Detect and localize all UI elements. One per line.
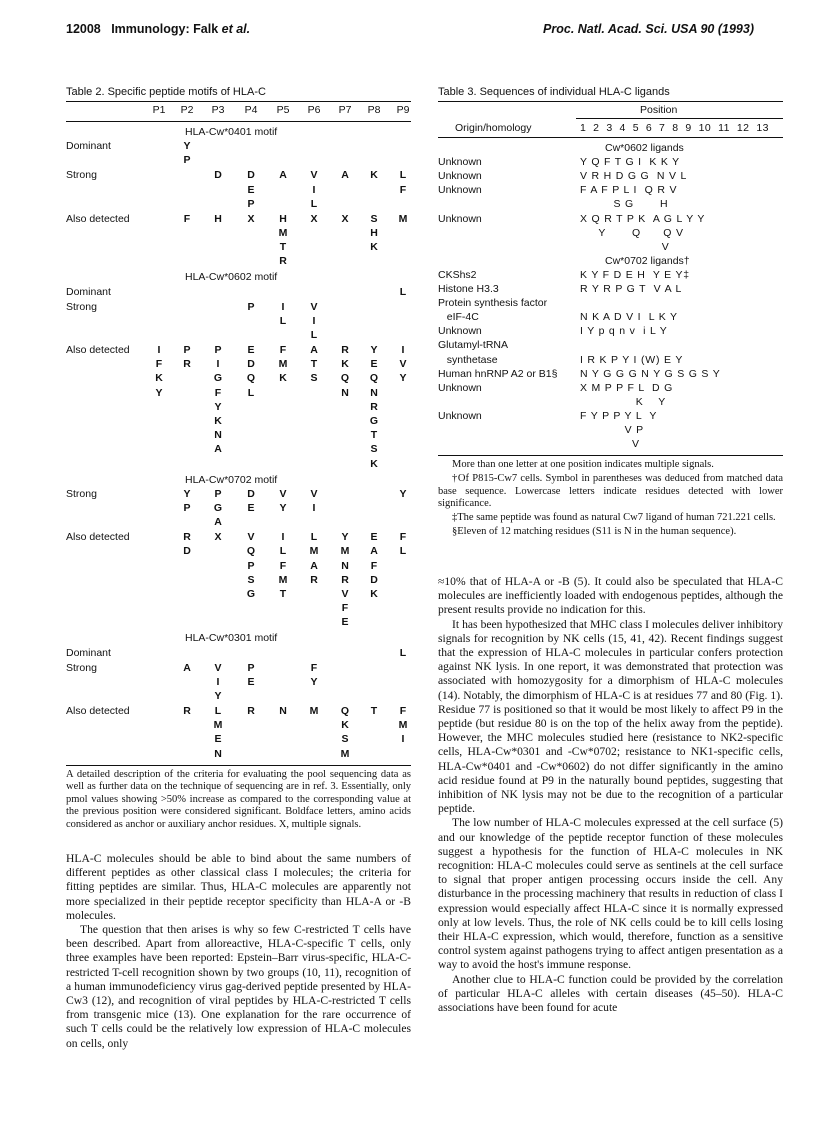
table3-origin: Unknown — [438, 381, 482, 394]
table3-position-numbers: 1 2 3 4 5 6 7 8 9 10 11 12 13 — [580, 122, 770, 134]
table2-residue: V — [399, 358, 407, 371]
table2-residue: P — [183, 344, 191, 356]
table2-residue: I — [312, 183, 316, 196]
table2-residue: N — [214, 747, 222, 760]
table2-residue: D — [247, 169, 255, 182]
table2-residue: E — [247, 344, 255, 356]
table2-residue: S — [310, 372, 318, 385]
table3-sequence: N Y G G G N Y G S G S Y — [580, 367, 721, 380]
table2-residue: L — [310, 531, 318, 544]
table2-bottom-rule — [66, 765, 411, 766]
table2-col-header: P7 — [338, 104, 352, 116]
body-paragraph: ≈10% that of HLA-A or -B (5). It could also be speculated that HLA-C molecules are inefficiently loaded with endogenous peptides, although the present results provide no indication for this. — [438, 575, 783, 617]
table3-header-rule — [438, 137, 783, 138]
table2-residue: M — [340, 545, 350, 558]
table3-sequence: X M P P F L D G — [580, 381, 674, 394]
table2-residue: D — [247, 358, 255, 371]
table3-sequence: K Y — [580, 395, 667, 408]
table2-residue: V — [310, 169, 318, 182]
table3-origin: Unknown — [438, 170, 482, 183]
table2-residue: P — [247, 300, 255, 313]
table2-residue: A — [310, 344, 318, 356]
table2-residue: P — [247, 559, 255, 572]
table3-sequence: X Q R T P K A G L Y Y — [580, 212, 706, 225]
table2-residue: E — [247, 502, 255, 514]
table2-residue: L — [214, 705, 222, 717]
table2-col-header: P5 — [276, 104, 290, 116]
table2-residue: Q — [246, 545, 256, 558]
table2-section-title: HLA-Cw*0401 motif — [185, 126, 278, 138]
table2-residue: A — [214, 516, 222, 529]
table2-residue: M — [309, 705, 319, 717]
table2-residue: V — [310, 300, 318, 313]
table2-residue: R — [183, 358, 191, 371]
table2-residue: L — [279, 545, 287, 558]
table2-residue: P — [247, 197, 255, 210]
table2-residue: L — [399, 169, 407, 182]
table2-residue: G — [213, 502, 223, 514]
table2-residue: F — [399, 183, 407, 196]
table2-residue: R — [341, 573, 349, 586]
table2-residue: P — [183, 154, 191, 167]
table2-section-title: HLA-Cw*0301 motif — [185, 632, 278, 645]
table3-sequence: V R H D G G N V L — [580, 170, 688, 183]
table2-residue: E — [247, 675, 255, 688]
table2-residue: Y — [341, 531, 349, 544]
table2-residue: V — [341, 588, 349, 600]
table2-residue: F — [279, 559, 287, 572]
table2-row-label: Strong — [66, 169, 97, 182]
table2-residue: D — [247, 487, 255, 500]
table2-residue: A — [370, 545, 378, 558]
table3-origin: Unknown — [438, 212, 482, 225]
table2-residue: M — [340, 747, 350, 760]
table3-footnote: More than one letter at one position indicates multiple signals. — [452, 459, 714, 471]
table2-residue: I — [312, 314, 316, 327]
table3-section-title: Cw*0602 ligands — [605, 142, 684, 154]
table2-residue: D — [370, 573, 378, 586]
table2-residue: I — [281, 300, 285, 313]
table2-residue: Y — [183, 140, 191, 153]
table2-residue: T — [310, 358, 318, 371]
table2-residue: L — [399, 545, 407, 558]
table3-sequence: V — [580, 240, 670, 253]
table2-residue: R — [370, 400, 378, 413]
table2-residue: A — [214, 443, 222, 456]
table2-residue: R — [310, 573, 318, 586]
body-paragraph: HLA-C molecules should be able to bind about the same numbers of different peptides as other classical class I molecules; the criteria for fitting peptides are similar. Thus, HLA-C molecules are apparently not more specialized in their peptide receptor specificity than HLA-A or -B molecules. — [66, 852, 411, 922]
table2-row-label: Strong — [66, 661, 97, 674]
table2-residue: Y — [399, 372, 407, 385]
table3-sequence: Y Q Q V — [580, 226, 684, 239]
table2-residue: T — [370, 429, 378, 442]
table2-residue: L — [399, 646, 407, 659]
table3-position-rule — [576, 118, 783, 119]
table2-residue: R — [247, 705, 255, 717]
table2-row-label: Also detected — [66, 705, 130, 717]
table3-sequence: F A F P L I Q R V — [580, 184, 678, 197]
table2-row-label: Dominant — [66, 140, 111, 153]
table2-residue: X — [310, 212, 318, 225]
table2-caption: Table 2. Specific peptide motifs of HLA-C — [66, 86, 266, 98]
table2-residue: L — [247, 386, 255, 399]
table2-residue: G — [213, 372, 223, 385]
body-text-right — [438, 575, 783, 1015]
table2-residue: N — [341, 559, 349, 572]
table3-sequence: V P — [580, 424, 644, 436]
table2-residue: Y — [183, 487, 191, 500]
table2-row-label: Strong — [66, 300, 97, 313]
table3-origin: Unknown — [438, 325, 482, 338]
table2-top-rule — [66, 101, 411, 102]
table2-residue: G — [369, 415, 379, 427]
table2-residue: R — [279, 255, 287, 268]
table2-row-label: Also detected — [66, 344, 130, 356]
table3-footnote: †Of P815-Cw7 cells. Symbol in parentheses was deduced from matched data base sequence. Lowercase letters indicate residues detected with lower significance. — [438, 473, 783, 510]
body-paragraph: The question that then arises is why so few C-restricted T cells have been described. Apart from alloreactive, HLA-C-specific T cells, only three examples have been reported: Epstein–Barr virus-specific, HLA-C-restricted T-cell recognition shown by two groups (10, 11), recognition of a human immunodeficiency virus gag-derived peptide presented by HLA-Cw3 (12), and recognition of viral peptides by HLA-C-restricted T cells from transgenic mice (13). One explanation for the rare occurrence of such T cells could be the relatively low expression of HLA-C molecules on cells, only — [66, 923, 411, 1050]
table2-residue: S — [341, 733, 349, 746]
table2-residue: Y — [310, 675, 318, 688]
table3-origin: synthetase — [438, 353, 498, 366]
table2-section-title: HLA-Cw*0702 motif — [185, 473, 278, 486]
table2-residue: E — [247, 183, 255, 196]
table2-header-rule — [66, 121, 411, 122]
table2-residue: X — [214, 531, 222, 544]
page-number: 12008 — [66, 22, 101, 36]
table2-row-label: Also detected — [66, 531, 130, 544]
table2-residue: A — [341, 169, 349, 182]
table2-residue: P — [183, 502, 191, 514]
body-paragraph: Another clue to HLA-C function could be provided by the correlation of particular HLA-C alleles with certain diseases (45–50). HLA-C associations have been found for acute — [438, 972, 783, 1015]
table2-residue: F — [214, 386, 222, 399]
table3-sequence: R Y R P G T V A L — [580, 283, 683, 295]
table3-sequence: V — [580, 438, 640, 451]
table2-residue: Y — [399, 487, 407, 500]
table2-residue: G — [246, 588, 256, 600]
table2-residue: I — [216, 358, 220, 371]
table2-residue: K — [370, 169, 378, 182]
table3-position-label: Position — [640, 104, 678, 116]
table3-sequence: N K A D V I L K Y — [580, 311, 678, 324]
table2-row-label: Dominant — [66, 646, 111, 659]
table2-residue: D — [183, 545, 191, 558]
table2-residue: N — [341, 386, 349, 399]
table2-col-header: P1 — [152, 104, 166, 116]
table2-section-title: HLA-Cw*0602 motif — [185, 271, 278, 284]
table3-origin: Unknown — [438, 409, 482, 422]
table2-residue: F — [341, 602, 349, 615]
table2-residue: H — [279, 212, 287, 225]
table2-residue: F — [183, 212, 191, 225]
table2-residue: Y — [214, 690, 222, 702]
table3-origin: Human hnRNP A2 or B1§ — [438, 367, 558, 380]
table2-footnote: A detailed description of the criteria for evaluating the pool sequencing data as well as further data on the technique of sequencing are in ref. 3. Essentially, only pmol values showing >50% increase as compared to the corresponding value at the previous position were considered significant. Boldface letters, amino acids considered as anchor or auxiliary anchor residues. X, multiple signals. — [66, 768, 411, 830]
table2-residue: V — [279, 487, 287, 500]
table2-col-header: P3 — [211, 104, 225, 116]
table2-residue: F — [310, 661, 318, 674]
table2-residue: M — [398, 212, 408, 225]
table2-residue: L — [310, 197, 318, 210]
table3-origin: Unknown — [438, 184, 482, 197]
table2-residue: F — [399, 531, 407, 544]
table2-residue: D — [214, 169, 222, 182]
table3-origin: eIF-4C — [438, 311, 479, 324]
table2-residue: T — [370, 705, 378, 717]
table2-residue: E — [341, 616, 349, 629]
table3-sequence: K Y F D E H Y E Y‡ — [580, 268, 690, 281]
table2-residue: L — [399, 285, 407, 298]
table2-residue: I — [401, 733, 405, 746]
table2-residue: R — [183, 705, 191, 717]
table2-residue: K — [279, 372, 287, 385]
table2-residue: P — [247, 661, 255, 674]
table2-col-header: P4 — [244, 104, 258, 116]
table3-origin: Glutamyl-tRNA — [438, 339, 509, 352]
table2-residue: I — [401, 344, 405, 356]
table2-residue: E — [370, 531, 378, 544]
table2-residue: K — [341, 719, 349, 732]
body-paragraph: The low number of HLA-C molecules expressed at the cell surface (5) and our knowledge of the peptide receptor function of these molecules suggest a hypothesis for the function of HLA-C molecules in NK recognition: HLA-C molecules could serve as sentinels at the cell surface to signal that proper antigen processing occurs inside the cell. Any disturbance in the processing machinery that results in reduction of class I expression would especially affect HLA-C since it is normally expressed only at low levels. Thus, the role of NK cells could be to kill cells losing their HLA-C expression, which would, therefore, function as a sensitive control system against pathogens trying to affect antigen presentation as a way to avoid the host's immune response. — [438, 816, 783, 972]
table2-residue: I — [312, 502, 316, 514]
table2-residue: F — [399, 705, 407, 717]
table2-residue: A — [183, 661, 191, 674]
table2-residue: V — [247, 531, 255, 544]
table3-sequence: F Y P P Y L Y — [580, 409, 658, 422]
table3-sequence: S G H — [580, 198, 669, 211]
table2-residue: M — [309, 545, 319, 558]
body-paragraph: It has been hypothesized that MHC class I molecules deliver inhibitory signals for recognition by NK cells (15, 41, 42). Recent findings suggest that the expression of HLA-C molecules in particular confers protection against NK lysis. In one report, it was demonstrated that protection was associated with homozygosity for a dimorphism of HLA-C molecules (14). Notably, the dimorphism of HLA-C is at residues 77 and 80 (Fig. 1). Residue 77 is positioned so that it would be most likely to affect P9 in the peptide (but residue 80 is on the top of the helix away from the peptide). However, the MHC molecules studied here (resistance to NK2-specific cells, HLA-Cw*0301 and -Cw*0702; resistance to NK1-specific cells, HLA-Cw*0401 and -Cw*0602) do not differ significantly in the amino acid residue found at P9 in the naturally bound peptides, suggesting that inhibition of NK lysis may not be due to the recognition of a particular peptide. — [438, 617, 783, 816]
table2-residue: E — [214, 733, 222, 746]
table2-residue: I — [157, 344, 161, 356]
table2-residue: M — [278, 227, 288, 239]
table2-residue: H — [214, 212, 222, 225]
table2-residue: S — [370, 212, 378, 225]
table2-residue: T — [279, 588, 287, 600]
table2-residue: Q — [340, 705, 350, 717]
table2-residue: X — [341, 212, 349, 225]
table2-col-header: P2 — [180, 104, 194, 116]
table2-residue: N — [370, 386, 378, 399]
table2-residue: N — [214, 429, 222, 442]
table2-residue: Q — [369, 372, 379, 385]
table2-residue: F — [370, 559, 378, 572]
table2-residue: Q — [246, 372, 256, 385]
table2-row-label: Also detected — [66, 212, 130, 225]
table2-residue: F — [279, 344, 287, 356]
table2-residue: H — [370, 227, 378, 239]
table2-residue: K — [155, 372, 163, 385]
table3-sequence: I R K P Y I (W) E Y — [580, 353, 684, 366]
table2-residue: M — [278, 358, 288, 371]
table3-caption: Table 3. Sequences of individual HLA-C ligands — [438, 86, 670, 98]
table2-residue: Q — [340, 372, 350, 385]
table2-residue: A — [279, 169, 287, 182]
table2-residue: X — [247, 212, 255, 225]
table2-residue: A — [310, 559, 318, 572]
running-header-right: Proc. Natl. Acad. Sci. USA 90 (1993) — [543, 22, 754, 36]
body-text-left — [66, 852, 411, 1051]
table2-residue: M — [398, 719, 408, 732]
table2-residue: R — [183, 531, 191, 544]
table3-footnote: ‡The same peptide was found as natural Cw7 ligand of human 721.221 cells. — [452, 512, 776, 524]
table2-residue: K — [370, 588, 378, 600]
table3-origin: Protein synthesis factor — [438, 297, 548, 310]
journal-section: Immunology: Falk — [111, 22, 219, 36]
table2-residue: I — [216, 675, 220, 688]
table3-origin-header: Origin/homology — [455, 122, 532, 134]
table2-residue: M — [213, 719, 223, 732]
table2-residue: E — [370, 358, 378, 371]
author-etal: et al. — [221, 22, 251, 36]
table3-top-rule — [438, 101, 783, 102]
table3-sequence: Y Q F T G I K K Y — [580, 156, 680, 169]
table2-residue: Y — [370, 344, 378, 356]
table2-residue: L — [279, 314, 287, 327]
table2-residue: F — [155, 358, 163, 371]
table2-residue: M — [278, 573, 288, 586]
table2-residue: V — [214, 661, 222, 674]
table2-col-header: P8 — [367, 104, 381, 116]
table2-residue: Y — [214, 400, 222, 413]
table2-residue: S — [247, 573, 255, 586]
table2-col-header: P9 — [396, 104, 410, 116]
table2-residue: T — [279, 241, 287, 254]
table2-residue: Y — [279, 502, 287, 514]
table2-residue: P — [214, 344, 222, 356]
running-header-left — [66, 22, 250, 36]
table2-residue: I — [281, 531, 285, 544]
table3-bottom-rule — [438, 455, 783, 456]
table2-residue: N — [279, 705, 287, 717]
table2-residue: K — [341, 358, 349, 371]
table2-residue: L — [310, 329, 318, 341]
table2-residue: K — [370, 457, 378, 470]
table2-residue: S — [370, 443, 378, 456]
table3-footnote: §Eleven of 12 matching residues (S11 is N in the human sequence). — [452, 526, 737, 538]
table2-residue: R — [341, 344, 349, 356]
table2-residue: K — [370, 241, 378, 254]
table3-sequence: I Y p q n v i L Y — [580, 325, 668, 338]
table3-origin: CKShs2 — [438, 268, 477, 281]
table2-residue: P — [214, 487, 222, 500]
table2-row-label: Strong — [66, 487, 97, 500]
table2-row-label: Dominant — [66, 285, 111, 298]
table3-origin: Histone H3.3 — [438, 283, 499, 295]
table2-residue: K — [214, 415, 222, 427]
table3-origin: Unknown — [438, 156, 482, 169]
table2-residue: V — [310, 487, 318, 500]
table2-residue: Y — [155, 386, 163, 399]
table3-section-title: Cw*0702 ligands† — [605, 254, 690, 267]
table2-col-header: P6 — [307, 104, 321, 116]
